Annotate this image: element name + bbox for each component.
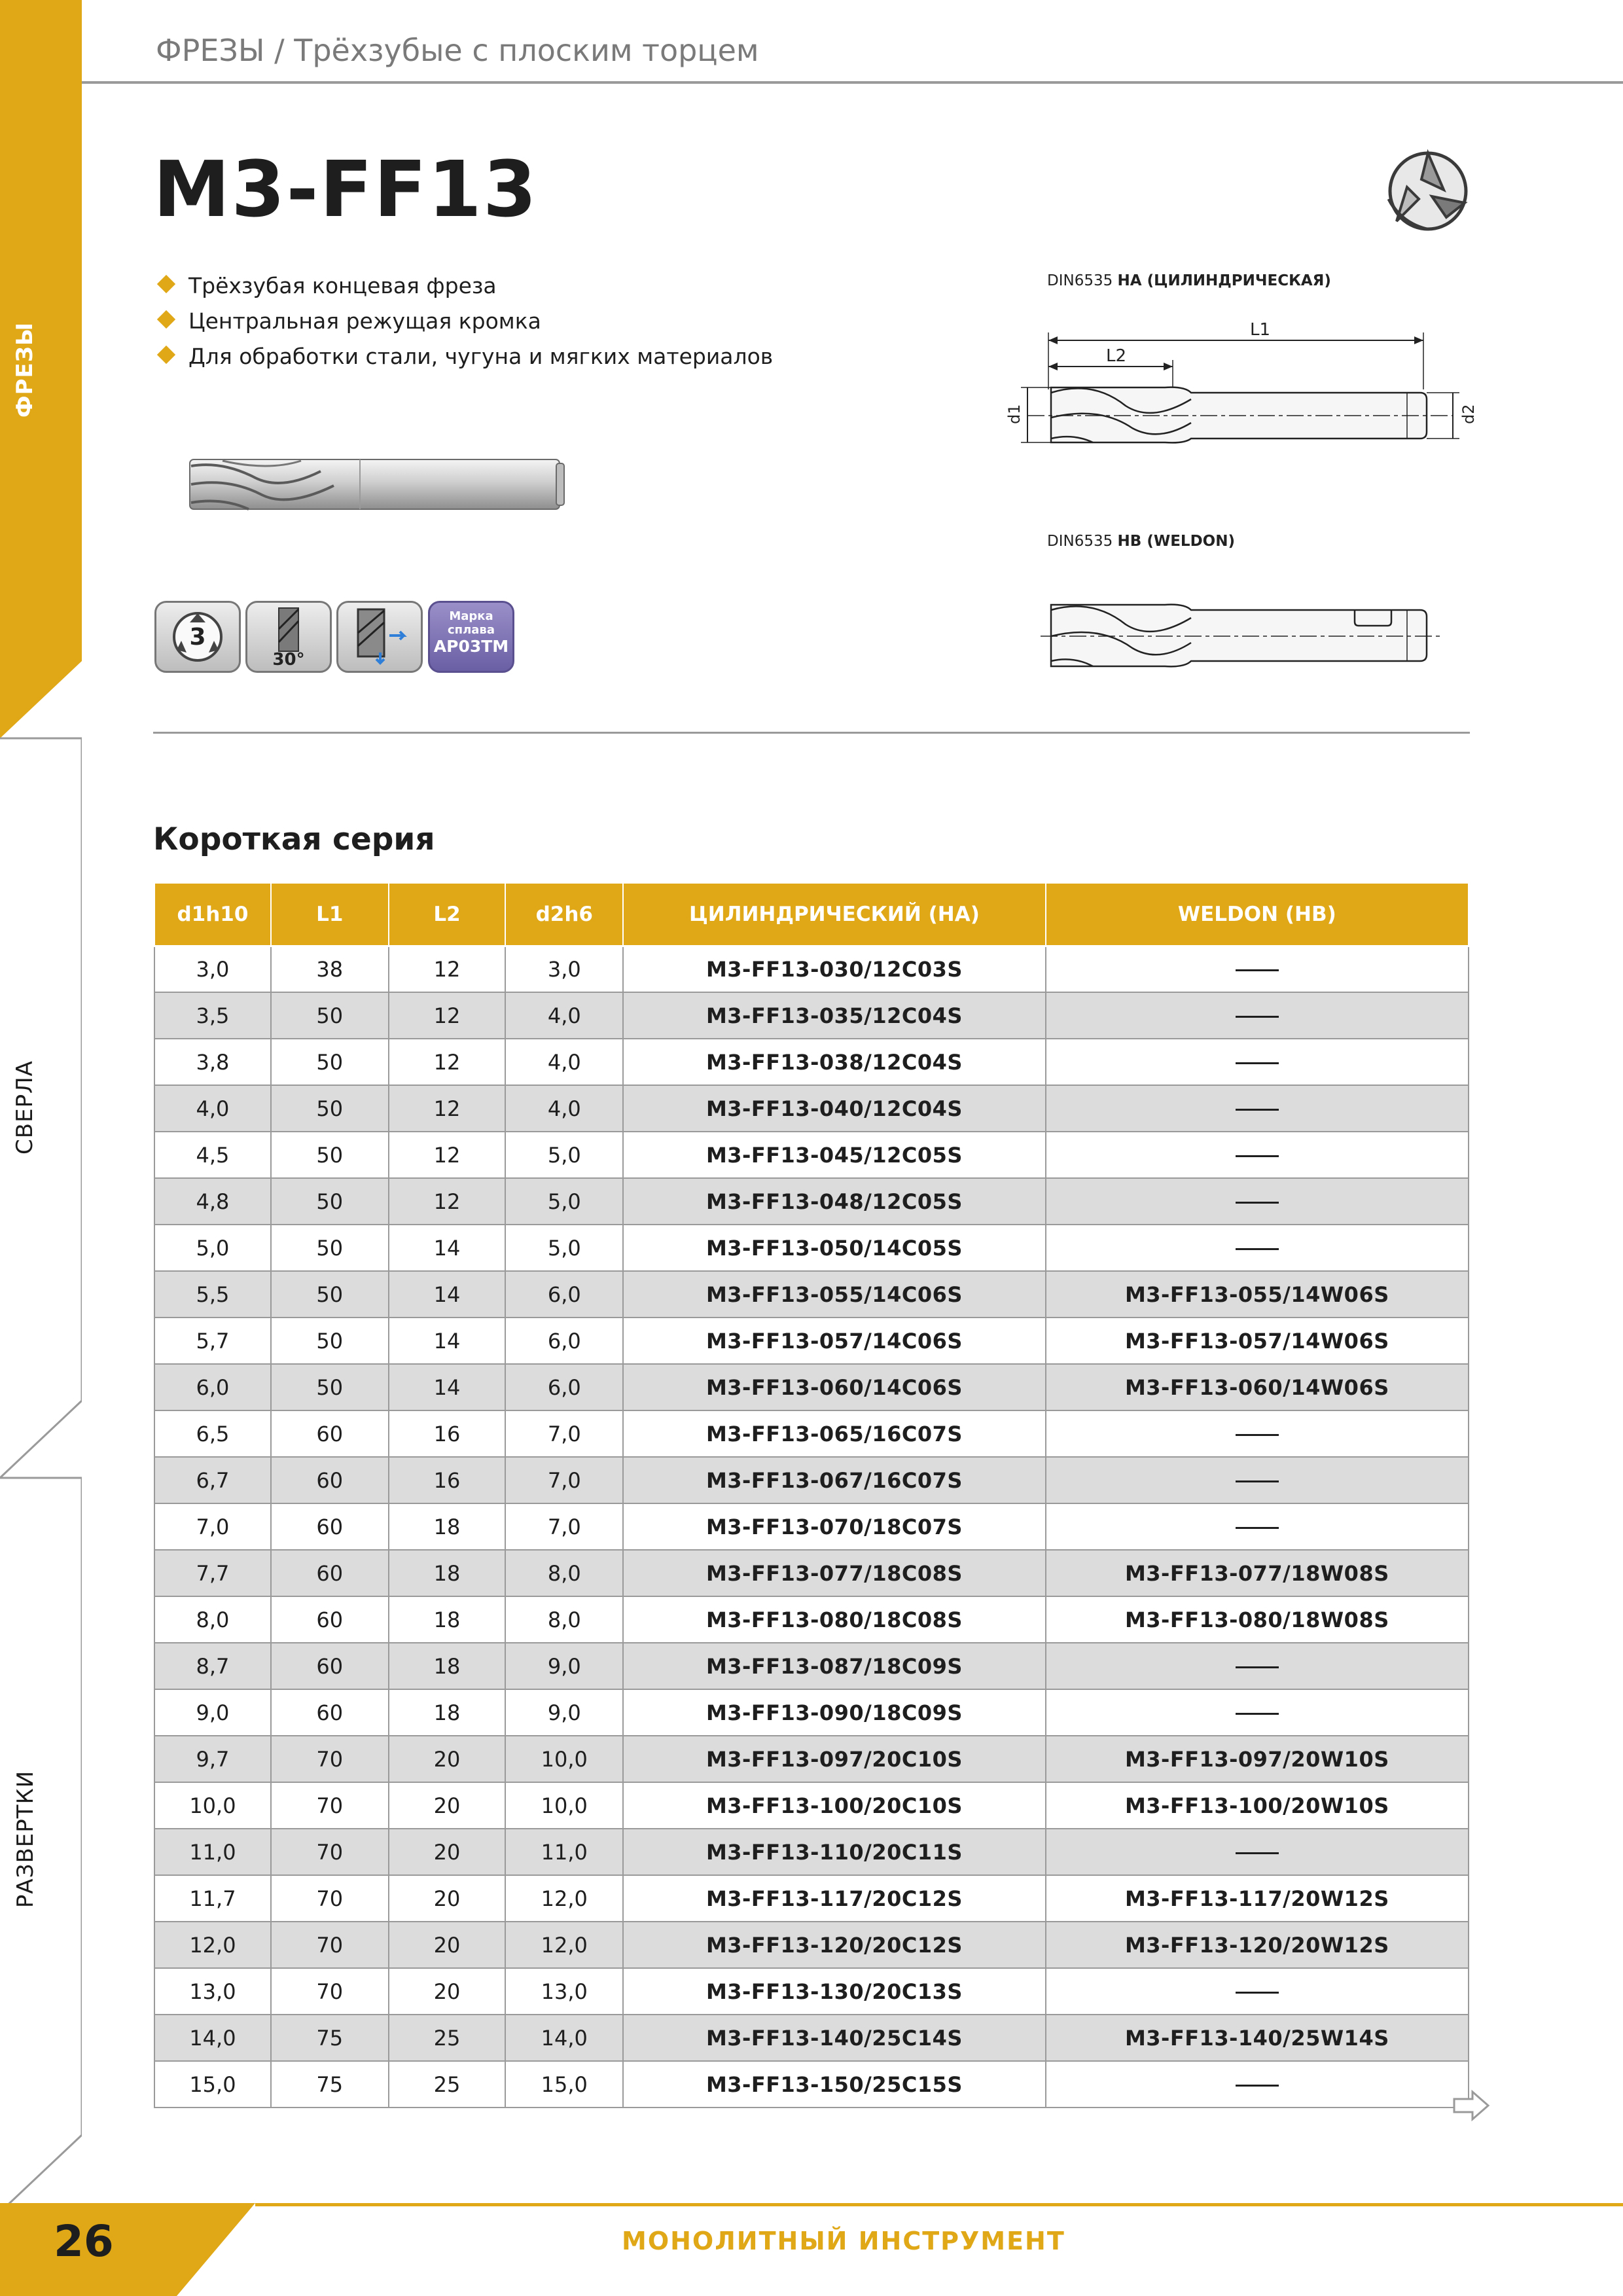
cell-l1: 70 [271,1782,389,1829]
cell-weldon-code: M3-FF13-077/18W08S [1046,1550,1469,1596]
cell-l2: 18 [389,1596,506,1643]
cell-d2h6: 12,0 [505,1922,623,1968]
cell-d1h10: 8,0 [154,1596,271,1643]
header-divider [82,81,1623,84]
table-row [154,2015,1469,2061]
not-available-dash [1236,1016,1279,1018]
cell-d1h10: 6,5 [154,1410,271,1457]
cell-l1: 50 [271,1318,389,1364]
table-row [154,1875,1469,1922]
cell-weldon-code [1046,1039,1469,1085]
cell-d1h10: 11,7 [154,1875,271,1922]
tab-razvertki[interactable]: РАЗВЕРТКИ [12,1770,39,1909]
cell-l2: 12 [389,946,506,992]
cell-cylindrical-code: M3-FF13-065/16C07S [623,1410,1045,1457]
footer-title: МОНОЛИТНЫЙ ИНСТРУМЕНТ [622,2227,1065,2255]
cell-l2: 20 [389,1829,506,1875]
cell-l2: 20 [389,1736,506,1782]
cell-l2: 20 [389,1968,506,2015]
section-divider [153,732,1470,734]
dim-d2-label: d2 [1459,404,1478,424]
cell-weldon-code [1046,992,1469,1039]
cell-l2: 12 [389,992,506,1039]
table-row [154,1922,1469,1968]
cell-weldon-code: M3-FF13-097/20W10S [1046,1736,1469,1782]
cell-d1h10: 5,5 [154,1271,271,1318]
cell-weldon-code [1046,1829,1469,1875]
alloy-grade-badge [428,601,514,673]
not-available-dash [1236,1713,1279,1715]
cell-d2h6: 13,0 [505,1968,623,2015]
cell-cylindrical-code: M3-FF13-067/16C07S [623,1457,1045,1503]
cell-d1h10: 5,7 [154,1318,271,1364]
cell-d1h10: 7,7 [154,1550,271,1596]
col-l1: L1 [271,883,389,946]
table-row [154,1550,1469,1596]
page-number: 26 [54,2216,114,2267]
cell-d2h6: 3,0 [505,946,623,992]
cell-d2h6: 14,0 [505,2015,623,2061]
not-available-dash [1236,1202,1279,1204]
three-flute-icon [1381,144,1472,236]
cell-l1: 60 [271,1689,389,1736]
spec-table [154,882,1469,2108]
cell-weldon-code [1046,1968,1469,2015]
cell-l1: 75 [271,2061,389,2108]
cell-weldon-code: M3-FF13-055/14W06S [1046,1271,1469,1318]
cell-weldon-code: M3-FF13-140/25W14S [1046,2015,1469,2061]
dim-l2-label: L2 [1106,346,1127,366]
cell-l2: 14 [389,1364,506,1410]
alloy-label-2: сплава [448,623,495,637]
cell-weldon-code: M3-FF13-060/14W06S [1046,1364,1469,1410]
cell-weldon-code [1046,1085,1469,1132]
cell-l1: 38 [271,946,389,992]
helix-angle-icon [247,603,330,655]
din-hb-label [1047,533,1235,550]
cell-d2h6: 7,0 [505,1503,623,1550]
cell-weldon-code: M3-FF13-117/20W12S [1046,1875,1469,1922]
table-row [154,2061,1469,2108]
feature-item: Для обработки стали, чугуна и мягких материалов [157,339,773,374]
cell-d1h10: 3,5 [154,992,271,1039]
cell-d1h10: 11,0 [154,1829,271,1875]
feature-list [157,268,773,374]
cell-l2: 16 [389,1457,506,1503]
not-available-dash [1236,969,1279,971]
cell-weldon-code: M3-FF13-080/18W08S [1046,1596,1469,1643]
page-title: M3-FF13 [153,144,538,234]
feature-item: Трёхзубая концевая фреза [157,268,773,304]
table-row [154,1364,1469,1410]
feature-item: Центральная режущая кромка [157,304,773,339]
cell-cylindrical-code: M3-FF13-055/14C06S [623,1271,1045,1318]
table-row [154,1736,1469,1782]
cell-d2h6: 10,0 [505,1736,623,1782]
cell-d1h10: 10,0 [154,1782,271,1829]
cell-d2h6: 8,0 [505,1596,623,1643]
cell-weldon-code: M3-FF13-120/20W12S [1046,1922,1469,1968]
alloy-label-1: Марка [449,609,493,623]
cell-weldon-code [1046,1689,1469,1736]
cell-d2h6: 15,0 [505,2061,623,2108]
cell-cylindrical-code: M3-FF13-150/25C15S [623,2061,1045,2108]
cell-weldon-code [1046,1225,1469,1271]
cell-cylindrical-code: M3-FF13-040/12C04S [623,1085,1045,1132]
cell-l2: 12 [389,1178,506,1225]
cell-l2: 20 [389,1875,506,1922]
table-row [154,1132,1469,1178]
cell-cylindrical-code: M3-FF13-030/12C03S [623,946,1045,992]
cell-weldon-code [1046,1457,1469,1503]
cell-cylindrical-code: M3-FF13-045/12C05S [623,1132,1045,1178]
cell-l2: 14 [389,1318,506,1364]
cell-l2: 12 [389,1132,506,1178]
table-row [154,1457,1469,1503]
table-row [154,1829,1469,1875]
cell-l2: 14 [389,1225,506,1271]
not-available-dash [1236,1852,1279,1854]
din-hb-code: DIN6535 [1047,533,1113,550]
spec-table-body [154,946,1469,2108]
cell-d1h10: 8,7 [154,1643,271,1689]
cell-cylindrical-code: M3-FF13-140/25C14S [623,2015,1045,2061]
cell-cylindrical-code: M3-FF13-038/12C04S [623,1039,1045,1085]
cell-d1h10: 9,0 [154,1689,271,1736]
cell-d2h6: 7,0 [505,1457,623,1503]
col-cylindrical: ЦИЛИНДРИЧЕСКИЙ (HA) [623,883,1045,946]
cell-d2h6: 6,0 [505,1271,623,1318]
cell-l2: 18 [389,1689,506,1736]
cell-d2h6: 5,0 [505,1225,623,1271]
cell-d2h6: 9,0 [505,1643,623,1689]
cell-d2h6: 8,0 [505,1550,623,1596]
din-ha-name: HA (ЦИЛИНДРИЧЕСКАЯ) [1117,272,1331,289]
alloy-grade: AP03TM [433,637,509,656]
cell-d1h10: 4,5 [154,1132,271,1178]
cell-cylindrical-code: M3-FF13-110/20C11S [623,1829,1045,1875]
table-row [154,1039,1469,1085]
cell-d1h10: 5,0 [154,1225,271,1271]
cell-l1: 50 [271,1225,389,1271]
cell-cylindrical-code: M3-FF13-097/20C10S [623,1736,1045,1782]
cell-d2h6: 4,0 [505,1039,623,1085]
cell-cylindrical-code: M3-FF13-035/12C04S [623,992,1045,1039]
table-row [154,1225,1469,1271]
cell-d1h10: 15,0 [154,2061,271,2108]
cell-d1h10: 4,8 [154,1178,271,1225]
col-weldon: WELDON (HB) [1046,883,1469,946]
cell-l2: 18 [389,1503,506,1550]
table-row [154,1968,1469,2015]
cell-cylindrical-code: M3-FF13-060/14C06S [623,1364,1045,1410]
cell-d1h10: 6,7 [154,1457,271,1503]
cell-l1: 70 [271,1968,389,2015]
cell-d1h10: 9,7 [154,1736,271,1782]
cell-l2: 12 [389,1085,506,1132]
cell-l1: 50 [271,1178,389,1225]
cell-weldon-code [1046,1410,1469,1457]
not-available-dash [1236,2085,1279,2087]
not-available-dash [1236,1109,1279,1111]
table-row [154,1782,1469,1829]
cell-l1: 60 [271,1596,389,1643]
cell-d2h6: 7,0 [505,1410,623,1457]
not-available-dash [1236,1666,1279,1668]
table-row [154,1689,1469,1736]
cell-weldon-code [1046,946,1469,992]
cell-weldon-code [1046,1643,1469,1689]
flute-count-badge [154,601,241,673]
section-title: Короткая серия [153,821,435,857]
table-row [154,1503,1469,1550]
cell-l1: 60 [271,1643,389,1689]
cell-l1: 60 [271,1410,389,1457]
not-available-dash [1236,1434,1279,1436]
hb-weldon-drawing [1041,596,1446,674]
table-row [154,1085,1469,1132]
cell-l2: 12 [389,1039,506,1085]
cell-d1h10: 4,0 [154,1085,271,1132]
cell-d2h6: 9,0 [505,1689,623,1736]
cell-weldon-code [1046,1178,1469,1225]
cell-d1h10: 6,0 [154,1364,271,1410]
not-available-dash [1236,1155,1279,1157]
cell-l1: 70 [271,1922,389,1968]
cell-d1h10: 13,0 [154,1968,271,2015]
end-mill-photo [183,452,569,517]
internal-coolant-icon [338,603,421,671]
dim-d1-label: d1 [1005,404,1024,424]
cell-l2: 14 [389,1271,506,1318]
helix-angle-text: 30° [272,650,305,670]
not-available-dash [1236,1992,1279,1994]
cell-d2h6: 11,0 [505,1829,623,1875]
table-row [154,1596,1469,1643]
cell-d2h6: 4,0 [505,1085,623,1132]
cell-l1: 50 [271,992,389,1039]
cell-l1: 60 [271,1503,389,1550]
table-row [154,1178,1469,1225]
cell-l2: 18 [389,1643,506,1689]
not-available-dash [1236,1062,1279,1064]
cell-l1: 70 [271,1736,389,1782]
cell-l2: 20 [389,1922,506,1968]
next-page-arrow-icon[interactable] [1452,2089,1491,2122]
cell-l1: 50 [271,1085,389,1132]
col-d2h6: d2h6 [505,883,623,946]
col-d1h10: d1h10 [154,883,271,946]
tab-frezy[interactable]: ФРЕЗЫ [12,321,38,418]
cell-cylindrical-code: M3-FF13-057/14C06S [623,1318,1045,1364]
cell-cylindrical-code: M3-FF13-050/14C05S [623,1225,1045,1271]
breadcrumb: ФРЕЗЫ / Трёхзубые с плоским торцем [156,33,759,68]
cell-l1: 75 [271,2015,389,2061]
din-ha-code: DIN6535 [1047,272,1113,289]
cell-weldon-code [1046,1503,1469,1550]
col-l2: L2 [389,883,506,946]
not-available-dash [1236,1248,1279,1250]
cell-d2h6: 6,0 [505,1318,623,1364]
cell-d2h6: 10,0 [505,1782,623,1829]
cell-d2h6: 4,0 [505,992,623,1039]
table-row [154,1643,1469,1689]
cell-cylindrical-code: M3-FF13-120/20C12S [623,1922,1045,1968]
side-tabs [0,0,82,2296]
not-available-dash [1236,1527,1279,1529]
cell-d2h6: 5,0 [505,1178,623,1225]
cell-l2: 18 [389,1550,506,1596]
cell-d1h10: 3,8 [154,1039,271,1085]
din-ha-label [1047,272,1331,289]
flute-count-icon [156,603,239,671]
cell-l1: 70 [271,1875,389,1922]
cell-d1h10: 3,0 [154,946,271,992]
cell-l1: 60 [271,1457,389,1503]
cell-weldon-code: M3-FF13-100/20W10S [1046,1782,1469,1829]
coolant-badge [336,601,423,673]
cell-cylindrical-code: M3-FF13-080/18C08S [623,1596,1045,1643]
cell-weldon-code [1046,2061,1469,2108]
cell-cylindrical-code: M3-FF13-077/18C08S [623,1550,1045,1596]
cell-weldon-code: M3-FF13-057/14W06S [1046,1318,1469,1364]
helix-angle-badge [245,601,332,673]
flute-count-text: 3 [189,624,206,651]
cell-cylindrical-code: M3-FF13-100/20C10S [623,1782,1045,1829]
cell-d1h10: 12,0 [154,1922,271,1968]
cell-cylindrical-code: M3-FF13-048/12C05S [623,1178,1045,1225]
cell-l1: 50 [271,1132,389,1178]
cell-cylindrical-code: M3-FF13-130/20C13S [623,1968,1045,2015]
cell-cylindrical-code: M3-FF13-070/18C07S [623,1503,1045,1550]
dim-l1-label: L1 [1250,320,1271,340]
cell-weldon-code [1046,1132,1469,1178]
cell-d2h6: 5,0 [505,1132,623,1178]
cell-cylindrical-code: M3-FF13-090/18C09S [623,1689,1045,1736]
cell-l1: 60 [271,1550,389,1596]
cell-l1: 50 [271,1039,389,1085]
cell-d2h6: 6,0 [505,1364,623,1410]
cell-l2: 20 [389,1782,506,1829]
table-row [154,1271,1469,1318]
cell-l1: 50 [271,1271,389,1318]
cell-cylindrical-code: M3-FF13-117/20C12S [623,1875,1045,1922]
ha-shank-drawing [1001,308,1479,445]
din-hb-name: HB (WELDON) [1117,533,1235,550]
cell-cylindrical-code: M3-FF13-087/18C09S [623,1643,1045,1689]
cell-d1h10: 7,0 [154,1503,271,1550]
cell-l1: 50 [271,1364,389,1410]
table-row [154,1318,1469,1364]
table-row [154,1410,1469,1457]
cell-l1: 70 [271,1829,389,1875]
cell-d2h6: 12,0 [505,1875,623,1922]
table-header-row [154,883,1469,946]
tab-sverla[interactable]: СВЕРЛА [12,1060,38,1155]
cell-l2: 25 [389,2015,506,2061]
table-row [154,946,1469,992]
not-available-dash [1236,1480,1279,1482]
cell-d1h10: 14,0 [154,2015,271,2061]
cell-l2: 25 [389,2061,506,2108]
table-row [154,992,1469,1039]
cell-l2: 16 [389,1410,506,1457]
